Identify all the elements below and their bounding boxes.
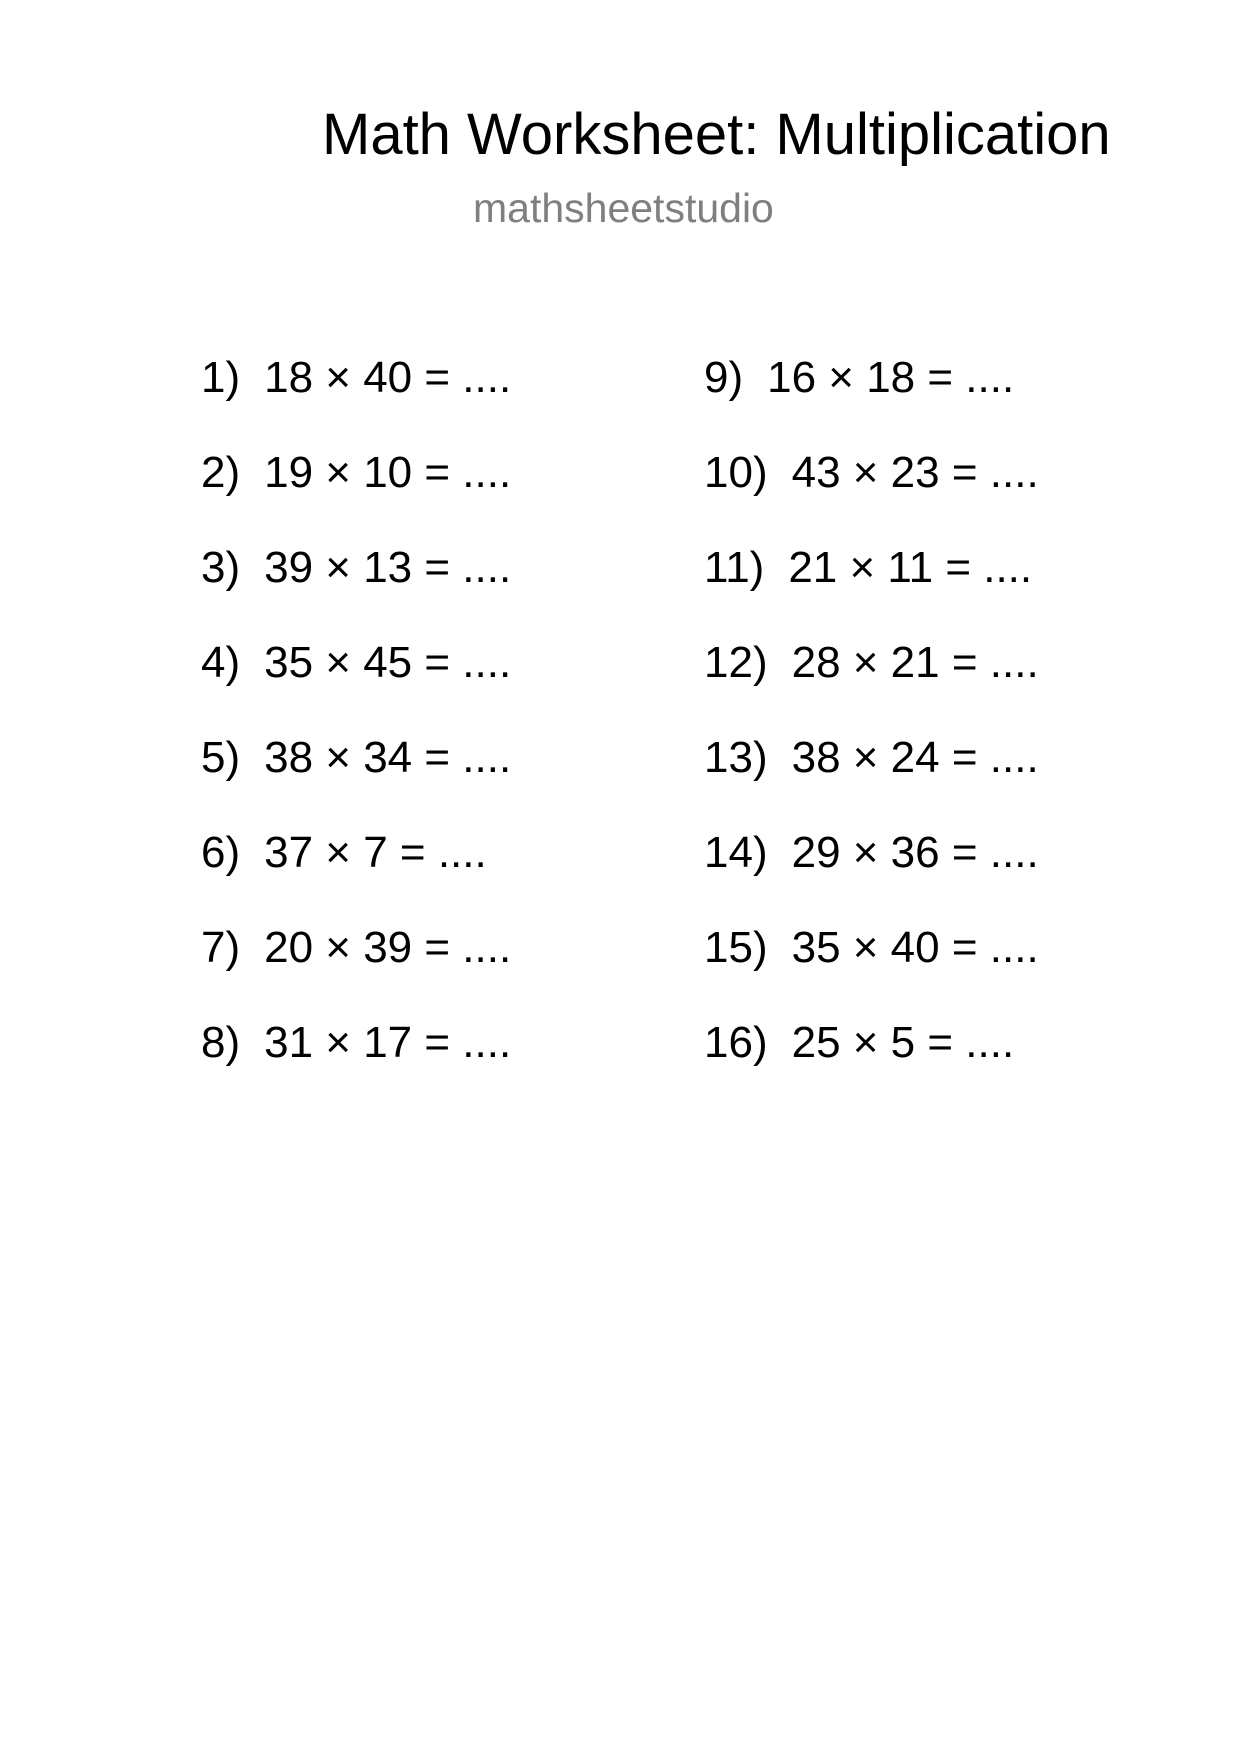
worksheet-subtitle: mathsheetstudio <box>473 185 774 231</box>
problem-number: 16) <box>704 1018 768 1067</box>
problem-number: 11) <box>704 543 765 592</box>
problem-expression: 35 × 45 = .... <box>264 638 512 687</box>
problem-expression: 43 × 23 = .... <box>791 448 1039 497</box>
problem-13 <box>704 732 1039 827</box>
problem-number: 4) <box>201 638 241 687</box>
problem-7 <box>201 922 511 1017</box>
problem-expression: 28 × 21 = .... <box>791 638 1039 687</box>
problem-expression: 29 × 36 = .... <box>791 828 1039 877</box>
worksheet-title: Math Worksheet: Multiplication <box>322 102 1111 167</box>
problems-column-left <box>201 352 511 1112</box>
problem-16 <box>704 1017 1039 1112</box>
problem-8 <box>201 1017 511 1112</box>
problem-expression: 25 × 5 = .... <box>791 1018 1015 1067</box>
problem-number: 6) <box>201 828 241 877</box>
problem-number: 2) <box>201 448 241 497</box>
problem-number: 14) <box>704 828 768 877</box>
problem-number: 8) <box>201 1018 241 1067</box>
problem-5 <box>201 732 511 827</box>
problem-number: 3) <box>201 543 241 592</box>
problem-number: 15) <box>704 923 768 972</box>
problem-expression: 35 × 40 = .... <box>791 923 1039 972</box>
problem-6 <box>201 827 511 922</box>
problem-expression: 37 × 7 = .... <box>264 828 487 877</box>
problem-number: 1) <box>201 353 241 402</box>
problem-3 <box>201 542 511 637</box>
problem-14 <box>704 827 1039 922</box>
problem-number: 7) <box>201 923 241 972</box>
problem-expression: 38 × 24 = .... <box>791 733 1039 782</box>
problem-expression: 16 × 18 = .... <box>767 353 1015 402</box>
problem-2 <box>201 447 511 542</box>
problem-expression: 38 × 34 = .... <box>264 733 512 782</box>
problem-number: 5) <box>201 733 241 782</box>
problem-number: 9) <box>704 353 744 402</box>
problem-number: 13) <box>704 733 768 782</box>
problem-expression: 18 × 40 = .... <box>264 353 512 402</box>
problem-expression: 19 × 10 = .... <box>264 448 512 497</box>
problem-10 <box>704 447 1039 542</box>
problem-expression: 39 × 13 = .... <box>264 543 512 592</box>
problem-4 <box>201 637 511 732</box>
problem-12 <box>704 637 1039 732</box>
problem-15 <box>704 922 1039 1017</box>
problem-expression: 21 × 11 = .... <box>788 543 1033 592</box>
problems-column-right <box>704 352 1039 1112</box>
problem-number: 10) <box>704 448 768 497</box>
problem-expression: 31 × 17 = .... <box>264 1018 512 1067</box>
problem-9 <box>704 352 1039 447</box>
problem-expression: 20 × 39 = .... <box>264 923 512 972</box>
problem-number: 12) <box>704 638 768 687</box>
problem-11 <box>704 542 1039 637</box>
problem-1 <box>201 352 511 447</box>
